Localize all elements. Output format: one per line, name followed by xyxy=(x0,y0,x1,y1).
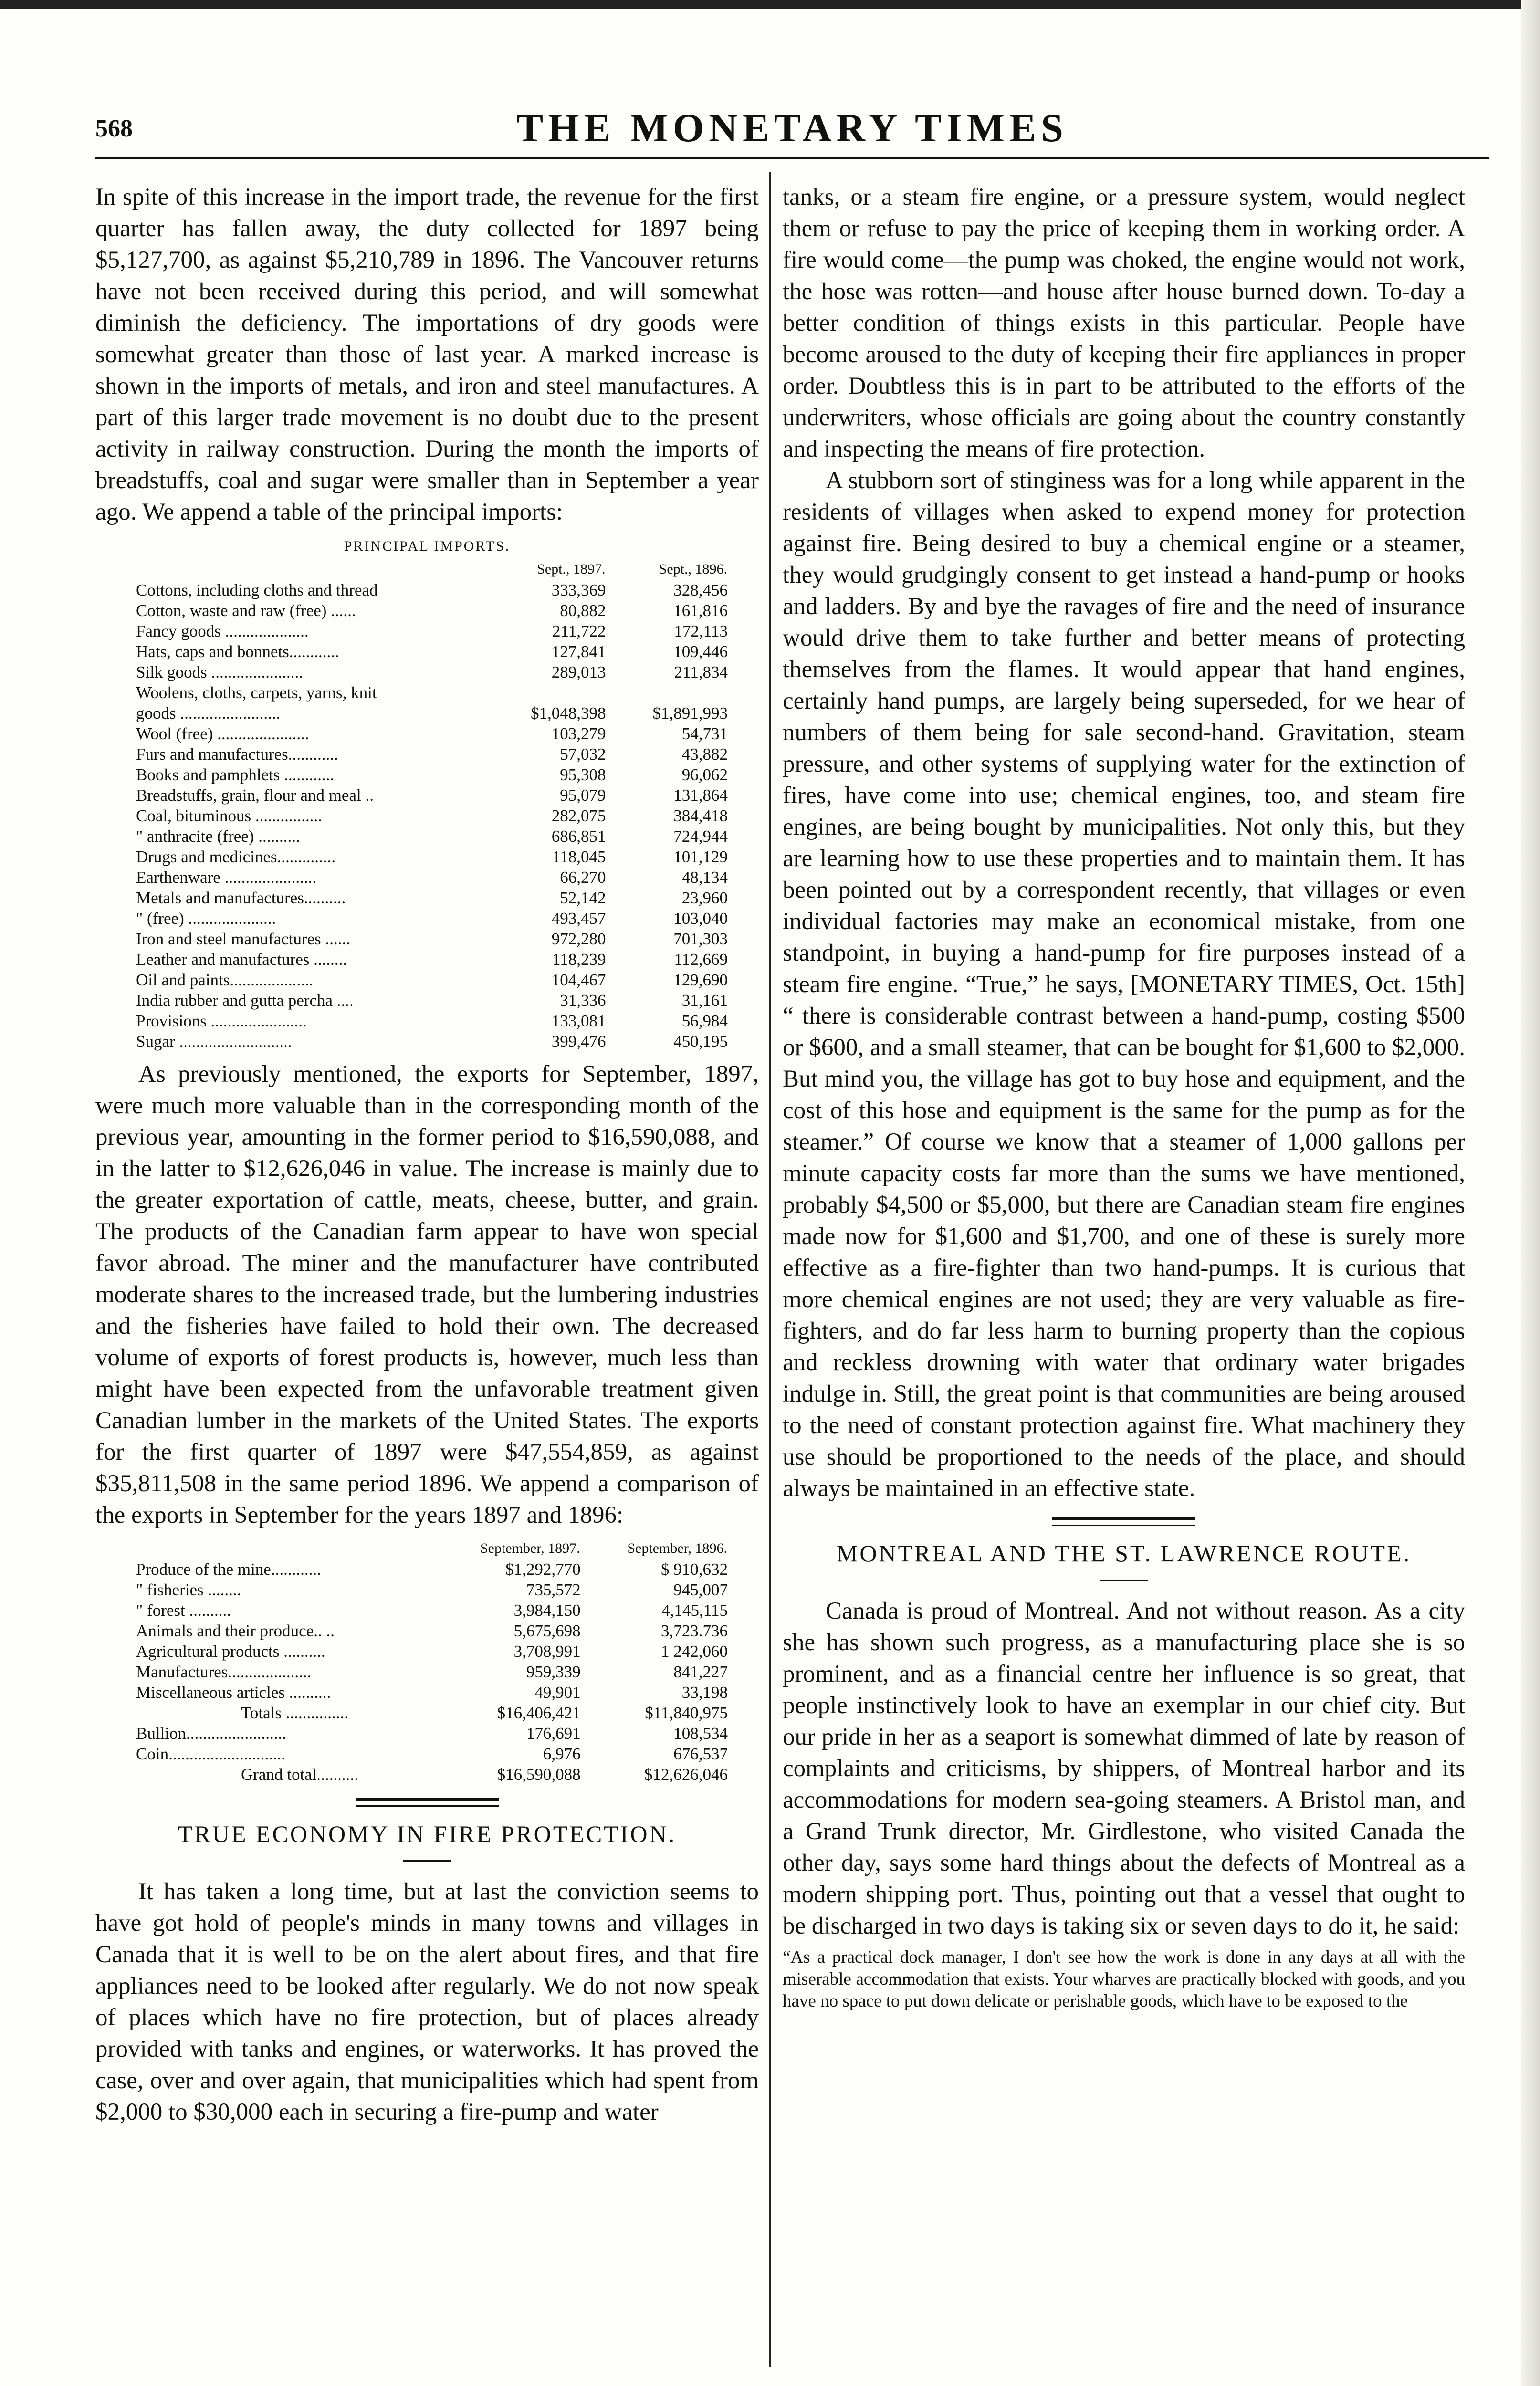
imports-row xyxy=(136,744,728,764)
imports-row-1897: 686,851 xyxy=(551,827,606,846)
imports-col-1897: Sept., 1897. xyxy=(537,561,606,577)
title-underline-right xyxy=(1100,1580,1148,1581)
imports-row-label: Oil and paints.................... xyxy=(136,971,314,989)
imports-row-label: Fancy goods .................... xyxy=(136,622,309,640)
page-right-edge xyxy=(1521,0,1540,2386)
imports-row-1896: 211,834 xyxy=(674,663,728,681)
exports-row-1896: 1 242,060 xyxy=(661,1642,728,1661)
left-paragraph-2: As previously mentioned, the exports for September, 1897, were much more valuable than in the corresponding month of the previous year, amounting in the former period to $16,590,088, and in the latter to $12,626,046 in value. The increase is mainly due to the greater exportation of cattle, meats, cheese, butter, and grain. The products of the Canadian farm appear to have won special favor abroad. The miner and the manufacturer have contributed moderate shares to the increased trade, but the lumbering industries and the fisheries have failed to hold their own. The decreased volume of exports of forest products is, however, much less than might have been expected from the unfavorable treatment given Canadian lumber in the markets of the United States. The exports for the first quarter of 1897 were $47,554,859, as against $35,811,508 in the same period 1896. We append a comparison of the exports in September for the years 1897 and 1896: xyxy=(95,1061,759,1528)
imports-row-1896: 112,669 xyxy=(674,950,728,969)
imports-row-label: Wool (free) ...................... xyxy=(136,724,309,743)
exports-row-1896: 4,145,115 xyxy=(661,1601,728,1620)
imports-row-1897: 31,336 xyxy=(560,991,606,1010)
left-paragraph-1: In spite of this increase in the import trade, the revenue for the first quarter has fallen away, the duty collected for 1897 being $5,127,700, as against $5,210,789 in 1896. The Vancouver returns have not been received during this period, and will somewhat diminish the deficiency. The importations of dry goods were somewhat greater than those of last year. A marked increase is shown in the imports of metals, and iron and steel manufactures. A part of this larger trade movement is no doubt due to the present activity in railway construction. During the month the imports of breadstuffs, coal and sugar were smaller than in September a year ago. We append a table of the principal imports: xyxy=(95,184,759,525)
girdlestone-quote: “As a practical dock manager, I don't see how the work is done in any days at all with the miserable accommodation that exists. Your wharves are practically blocked with goods, and you have no space to put down delicate or perishable goods, which have to be exposed to the xyxy=(783,1947,1465,2011)
exports-row-label: " fisheries ........ xyxy=(136,1580,241,1599)
imports-table-title: PRINCIPAL IMPORTS. xyxy=(344,538,511,554)
imports-row xyxy=(136,621,728,641)
exports-row-1896: $ 910,632 xyxy=(661,1560,728,1579)
page-top-edge xyxy=(0,0,1540,9)
imports-row-1897: 80,882 xyxy=(560,601,606,620)
right-paragraph-1: tanks, or a steam fire engine, or a pressure system, would neglect them or refuse to pay the price of keeping them in working order. A fire would come—the pump was choked, the engine would not work, the hose was rotten—and house after house burned down. To-day a better condition of things exists in this particular. People have become aroused to the duty of keeping their fire appliances in proper order. Doubtless this is in part to be attributed to the efforts of the underwriters, whose officials are going about the country constantly and inspecting the means of fire protection. xyxy=(783,184,1465,462)
exports-grand-total-row: Grand total.......... $16,590,088 $12,626,046 xyxy=(241,1765,728,1784)
exports-row-label: Miscellaneous articles .......... xyxy=(136,1683,331,1702)
imports-row xyxy=(136,847,728,867)
imports-row xyxy=(136,764,728,785)
exports-row-1897: 3,984,150 xyxy=(513,1601,581,1620)
column-divider xyxy=(769,172,771,2367)
imports-row-1897: 289,013 xyxy=(551,663,606,681)
imports-row-1897: 127,841 xyxy=(551,642,606,661)
imports-row-label: " (free) ..................... xyxy=(136,909,276,928)
exports-bullion-row: Bullion........................ 176,691 108,534 xyxy=(136,1724,728,1743)
section-divider-left xyxy=(356,1798,499,1807)
exports-totals-row: Totals ............... $16,406,421 $11,840,975 xyxy=(241,1704,728,1722)
imports-row xyxy=(136,723,728,744)
imports-row-label: Iron and steel manufactures ...... xyxy=(136,930,351,948)
exports-col-1896: September, 1896. xyxy=(627,1540,727,1556)
imports-row-label: Hats, caps and bonnets............ xyxy=(136,642,339,661)
imports-row-label: Cotton, waste and raw (free) ...... xyxy=(136,601,356,620)
imports-row-label: Breadstuffs, grain, flour and meal .. xyxy=(136,786,374,805)
imports-row-label: Earthenware ...................... xyxy=(136,868,317,887)
imports-row-1896: 96,062 xyxy=(681,765,728,784)
exports-row-1897: 959,339 xyxy=(526,1663,581,1681)
imports-row-label: Silk goods ...................... xyxy=(136,663,304,681)
imports-row-label: Drugs and medicines.............. xyxy=(136,848,335,866)
imports-row-1897: 133,081 xyxy=(551,1012,606,1030)
imports-col-1896: Sept., 1896. xyxy=(659,561,727,577)
imports-row xyxy=(136,888,728,908)
exports-coin-row: Coin............................ 6,976 676,537 xyxy=(136,1745,728,1763)
exports-row xyxy=(136,1580,728,1600)
right-paragraph-3: Canada is proud of Montreal. And not without reason. As a city she has shown such progress, as a manufacturing place she is so prominent, and as a financial centre her influence is so great, that people instinctively look to have an exemplar in our chief city. But our pride in her as a seaport is somewhat dimmed of late by reason of complaints and criticisms, by shippers, of Montreal harbor and its accommodations for modern sea-going steamers. A Bristol man, and a Grand Trunk director, Mr. Girdlestone, who visited Canada the other day, says some hard things about the defects of Montreal as a modern shipping port. Thus, pointing out that a vessel that ought to be discharged in two days is taking six or seven days to do it, he said: xyxy=(783,1598,1465,1939)
imports-row-1896: 48,134 xyxy=(681,868,728,887)
section-divider-right xyxy=(1052,1517,1195,1526)
imports-row xyxy=(136,662,728,682)
imports-row-1896: 450,195 xyxy=(673,1032,728,1051)
exports-row-label: Agricultural products .......... xyxy=(136,1642,325,1661)
imports-row-1897: 95,079 xyxy=(560,786,606,805)
imports-row-label: goods ........................ xyxy=(136,704,281,722)
imports-row-1897: 118,045 xyxy=(552,848,606,866)
imports-row xyxy=(136,785,728,806)
fire-protection-title: TRUE ECONOMY IN FIRE PROTECTION. xyxy=(178,1821,677,1847)
imports-row-1896: $1,891,993 xyxy=(652,704,728,722)
exports-table xyxy=(136,1538,728,1785)
imports-row xyxy=(136,703,728,723)
imports-row xyxy=(136,1031,728,1052)
imports-row-1896: 384,418 xyxy=(673,806,728,825)
imports-row-1896 xyxy=(606,682,728,703)
imports-row-label: Provisions ....................... xyxy=(136,1012,307,1030)
imports-row xyxy=(136,929,728,949)
montreal-title: MONTREAL AND THE ST. LAWRENCE ROUTE. xyxy=(836,1540,1412,1567)
imports-row xyxy=(136,908,728,929)
imports-row-1896: 161,816 xyxy=(673,601,728,620)
imports-row-1896: 724,944 xyxy=(673,827,728,846)
imports-row-1896: 31,161 xyxy=(681,991,728,1010)
right-paragraph-2: A stubborn sort of stinginess was for a long while apparent in the residents of villages when asked to expend money for protection against fire. Being desired to buy a chemical engine or a steamer, they would grudgingly consent to get instead a hand-pump or hooks and ladders. By and bye the ravages of fire and the need of insurance would drive them to take further and better means of protecting themselves from the flames. It would appear that hand engines, certainly hand pumps, are largely being superseded, for we hear of numbers of them being for sale second-hand. Gravitation, steam pressure, and other systems of supplying water for the extinction of fires, have come into use; chemical engines, too, and steam fire engines, are being bought by municipalities. Not only this, but they are learning how to use these properties and to maintain them. It has been pointed out by a correspondent recently, that villages or even individual factories may make an economical mistake, from one standpoint, in buying a hand-pump for fire purposes instead of a steam fire engine. “True,” he says, [MONETARY TIMES, Oct. 15th] “ there is considerable contrast between a hand-pump, costing $500 or $600, and a small steamer, that can be bought for $1,600 to $2,000. But mind you, the village has got to buy hose and equipment, and the cost of this hose and equipment is the same for the pump as for the steamer.” Of course we know that a steamer of 1,000 gallons per minute capacity costs far more than the sums we have mentioned, probably $4,500 or $5,000, but there are Canadian steam fire engines made now for $1,600 and $1,700, and one of these is surely more effective as a fire-fighter than two hand-pumps. It is curious that more chemical engines are not used; they are very valuable as fire-fighters, and do far less harm to burning property than the copious and reckless drowning with water that ordinary water brigades indulge in. Still, the great point is that communities are being aroused to the need of constant protection against fire. What machinery they use should be proportioned to the needs of the place, and should always be maintained in an effective state. xyxy=(783,467,1465,1502)
imports-row xyxy=(136,990,728,1011)
imports-row-1897: 57,032 xyxy=(560,745,606,764)
exports-row-label: Animals and their produce.. .. xyxy=(136,1622,335,1640)
title-underline-left xyxy=(403,1860,451,1862)
imports-row xyxy=(136,641,728,662)
exports-col-1897: September, 1897. xyxy=(480,1540,580,1556)
imports-row-1897: 118,239 xyxy=(552,950,606,969)
exports-row-1897: $1,292,770 xyxy=(505,1560,581,1579)
imports-row xyxy=(136,600,728,621)
imports-row xyxy=(136,867,728,888)
imports-row-1896: 101,129 xyxy=(673,848,728,866)
imports-row-1897: 104,467 xyxy=(551,971,606,989)
imports-row-1896: 23,960 xyxy=(681,889,728,907)
imports-row xyxy=(136,949,728,970)
imports-row xyxy=(136,682,728,703)
imports-row-label: " anthracite (free) .......... xyxy=(136,827,300,846)
exports-row-1897: 735,572 xyxy=(526,1580,581,1599)
imports-row-1896: 43,882 xyxy=(681,745,728,764)
exports-row-1896: 841,227 xyxy=(673,1663,728,1681)
imports-row xyxy=(136,580,728,600)
imports-row-1897: 399,476 xyxy=(551,1032,606,1051)
exports-row-1896: 33,198 xyxy=(681,1683,728,1702)
page-header xyxy=(95,105,1489,148)
exports-row-label: Produce of the mine............ xyxy=(136,1560,321,1579)
imports-row-label: Cottons, including cloths and thread xyxy=(136,581,378,599)
imports-row-1896: 172,113 xyxy=(674,622,728,640)
imports-row-1896: 701,303 xyxy=(673,930,728,948)
imports-row-1896: 109,446 xyxy=(673,642,728,661)
imports-row-label: Metals and manufactures.......... xyxy=(136,889,346,907)
imports-row-1896: 328,456 xyxy=(673,581,728,599)
imports-row xyxy=(136,970,728,990)
imports-row-1897: 66,270 xyxy=(560,868,606,887)
exports-row xyxy=(136,1641,728,1662)
imports-row-label: Books and pamphlets ............ xyxy=(136,765,335,784)
exports-row xyxy=(136,1682,728,1703)
exports-row-label: Manufactures.................... xyxy=(136,1663,312,1681)
left-column xyxy=(95,181,759,2128)
page-number: 568 xyxy=(95,115,133,142)
exports-row-label: " forest .......... xyxy=(136,1601,231,1620)
imports-row-label: India rubber and gutta percha .... xyxy=(136,991,354,1010)
imports-row-1896: 56,984 xyxy=(681,1012,728,1030)
exports-row-1897: 49,901 xyxy=(534,1683,581,1702)
imports-row-1896: 131,864 xyxy=(673,786,728,805)
imports-row-1896: 54,731 xyxy=(681,724,728,743)
imports-row-label: Coal, bituminous ................ xyxy=(136,806,322,825)
imports-row-1897: $1,048,398 xyxy=(530,704,606,722)
imports-row-1897: 211,722 xyxy=(552,622,606,640)
imports-row-1897: 52,142 xyxy=(560,889,606,907)
imports-row-1897: 95,308 xyxy=(560,765,606,784)
imports-row-label: Furs and manufactures............ xyxy=(136,745,338,764)
exports-row-1896: 945,007 xyxy=(673,1580,728,1599)
masthead: THE MONETARY TIMES xyxy=(516,106,1068,150)
imports-row-1897: 333,369 xyxy=(551,581,606,599)
left-paragraph-3: It has taken a long time, but at last the conviction seems to have got hold of people's minds in many towns and villages in Canada that it is well to be on the alert about fires, and that fire appliances need to be looked after regularly. We do not now speak of places which have no fire protection, but of places already provided with tanks and engines, or waterworks. It has proved the case, over and over again, that municipalities which had spent from $2,000 to $30,000 each in securing a fire-pump and water xyxy=(95,1878,759,2125)
imports-row-label: Sugar ........................... xyxy=(136,1032,292,1051)
imports-table xyxy=(136,558,728,1052)
exports-row xyxy=(136,1559,728,1580)
imports-row-1897: 282,075 xyxy=(551,806,606,825)
exports-row xyxy=(136,1621,728,1641)
right-column xyxy=(783,181,1465,2030)
imports-row-label: Woolens, cloths, carpets, yarns, knit xyxy=(136,683,377,702)
header-rule xyxy=(95,157,1489,159)
imports-row xyxy=(136,826,728,847)
exports-row-1897: 5,675,698 xyxy=(513,1622,581,1640)
imports-row xyxy=(136,1011,728,1031)
exports-row-1896: 3,723.736 xyxy=(661,1622,728,1640)
exports-row-1897: 3,708,991 xyxy=(513,1642,581,1661)
imports-row-1897 xyxy=(484,682,606,703)
imports-row-1897: 493,457 xyxy=(551,909,606,928)
imports-row-1896: 129,690 xyxy=(673,971,728,989)
imports-row-label: Leather and manufactures ........ xyxy=(136,950,347,969)
exports-row xyxy=(136,1600,728,1621)
imports-row-1897: 103,279 xyxy=(551,724,606,743)
imports-row-1896: 103,040 xyxy=(673,909,728,928)
imports-row xyxy=(136,806,728,826)
imports-row-1897: 972,280 xyxy=(551,930,606,948)
exports-row xyxy=(136,1662,728,1682)
